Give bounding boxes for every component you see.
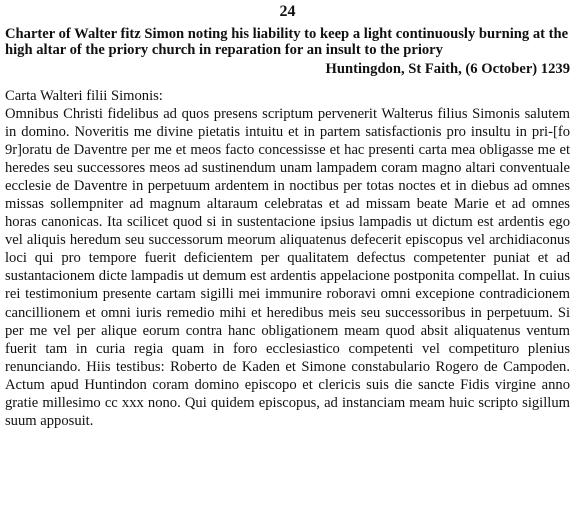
- charter-endorsement: Carta Walteri filii Simonis:: [5, 88, 163, 104]
- place-and-date: Huntingdon, St Faith, (6 October) 1239: [325, 61, 570, 77]
- charter-text: Omnibus Christi fidelibus ad quos presens scriptum pervenerit Walterus filius Simonis salutem in domino. Noveritis me divine pietatis intuitu et in partem satisfactionis pro insultu in pri-[fo 9r]oratu de Daventre per me et meos facto concessisse et hac presenti carta mea obligasse me et heredes seu successores meos ad sustinendum unam lampadem coram magno altari conventuale ecclesie de Daventre in perpetuum ardentem in noctibus per totas noctes et in diebus ad omnes missas sollempniter ad magnum altaraum celebratas et ad missam beate Marie et ad omnes horas canonicas. Ita scilicet quod si in sustentacione ipsius lampadis ut dictum est ardentis ego vel aliquis heredum seu successorum meorum aliquatenus defecerit episcopus vel archidiaconus loci qui pro tempore fuerit deficientem per qualitatem defectus competenter puniat et ad sustantacionem dicte lampadis ut demum est ardentis appelacione postponita compellat. In cuius rei testimonium presente cartam sigilli mei immunire roboravi omni excepione contradicionem cancillionem et omni iuris remedio mihi et heredibus meis seu successoribus in perpetuum. Si per me vel per alique eorum contra hanc obligationem meam quod absit aliquatenus ventum fuerit tam in curia regia quam in foro ecclesiastico competenti vel competituro plenius renunciando. Hiis testibus: Roberto de Kaden et Simone constabulario Rogero de Campoden. Actum apud Huntindon coram domino episcopo et clericis suis die sancte Fidis virgine anno gratie millesimo cc xxx nono. Qui quidem episcopus, ad instanciam meam huic scripto sigillum suum apposuit.: [5, 106, 570, 429]
- document-number: 24: [279, 3, 296, 20]
- document-heading: Charter of Walter fitz Simon noting his liability to keep a light continuously burning at the high altar of the priory church in reparation for an insult to the priory: [5, 26, 569, 58]
- document-page: [5, 2, 570, 430]
